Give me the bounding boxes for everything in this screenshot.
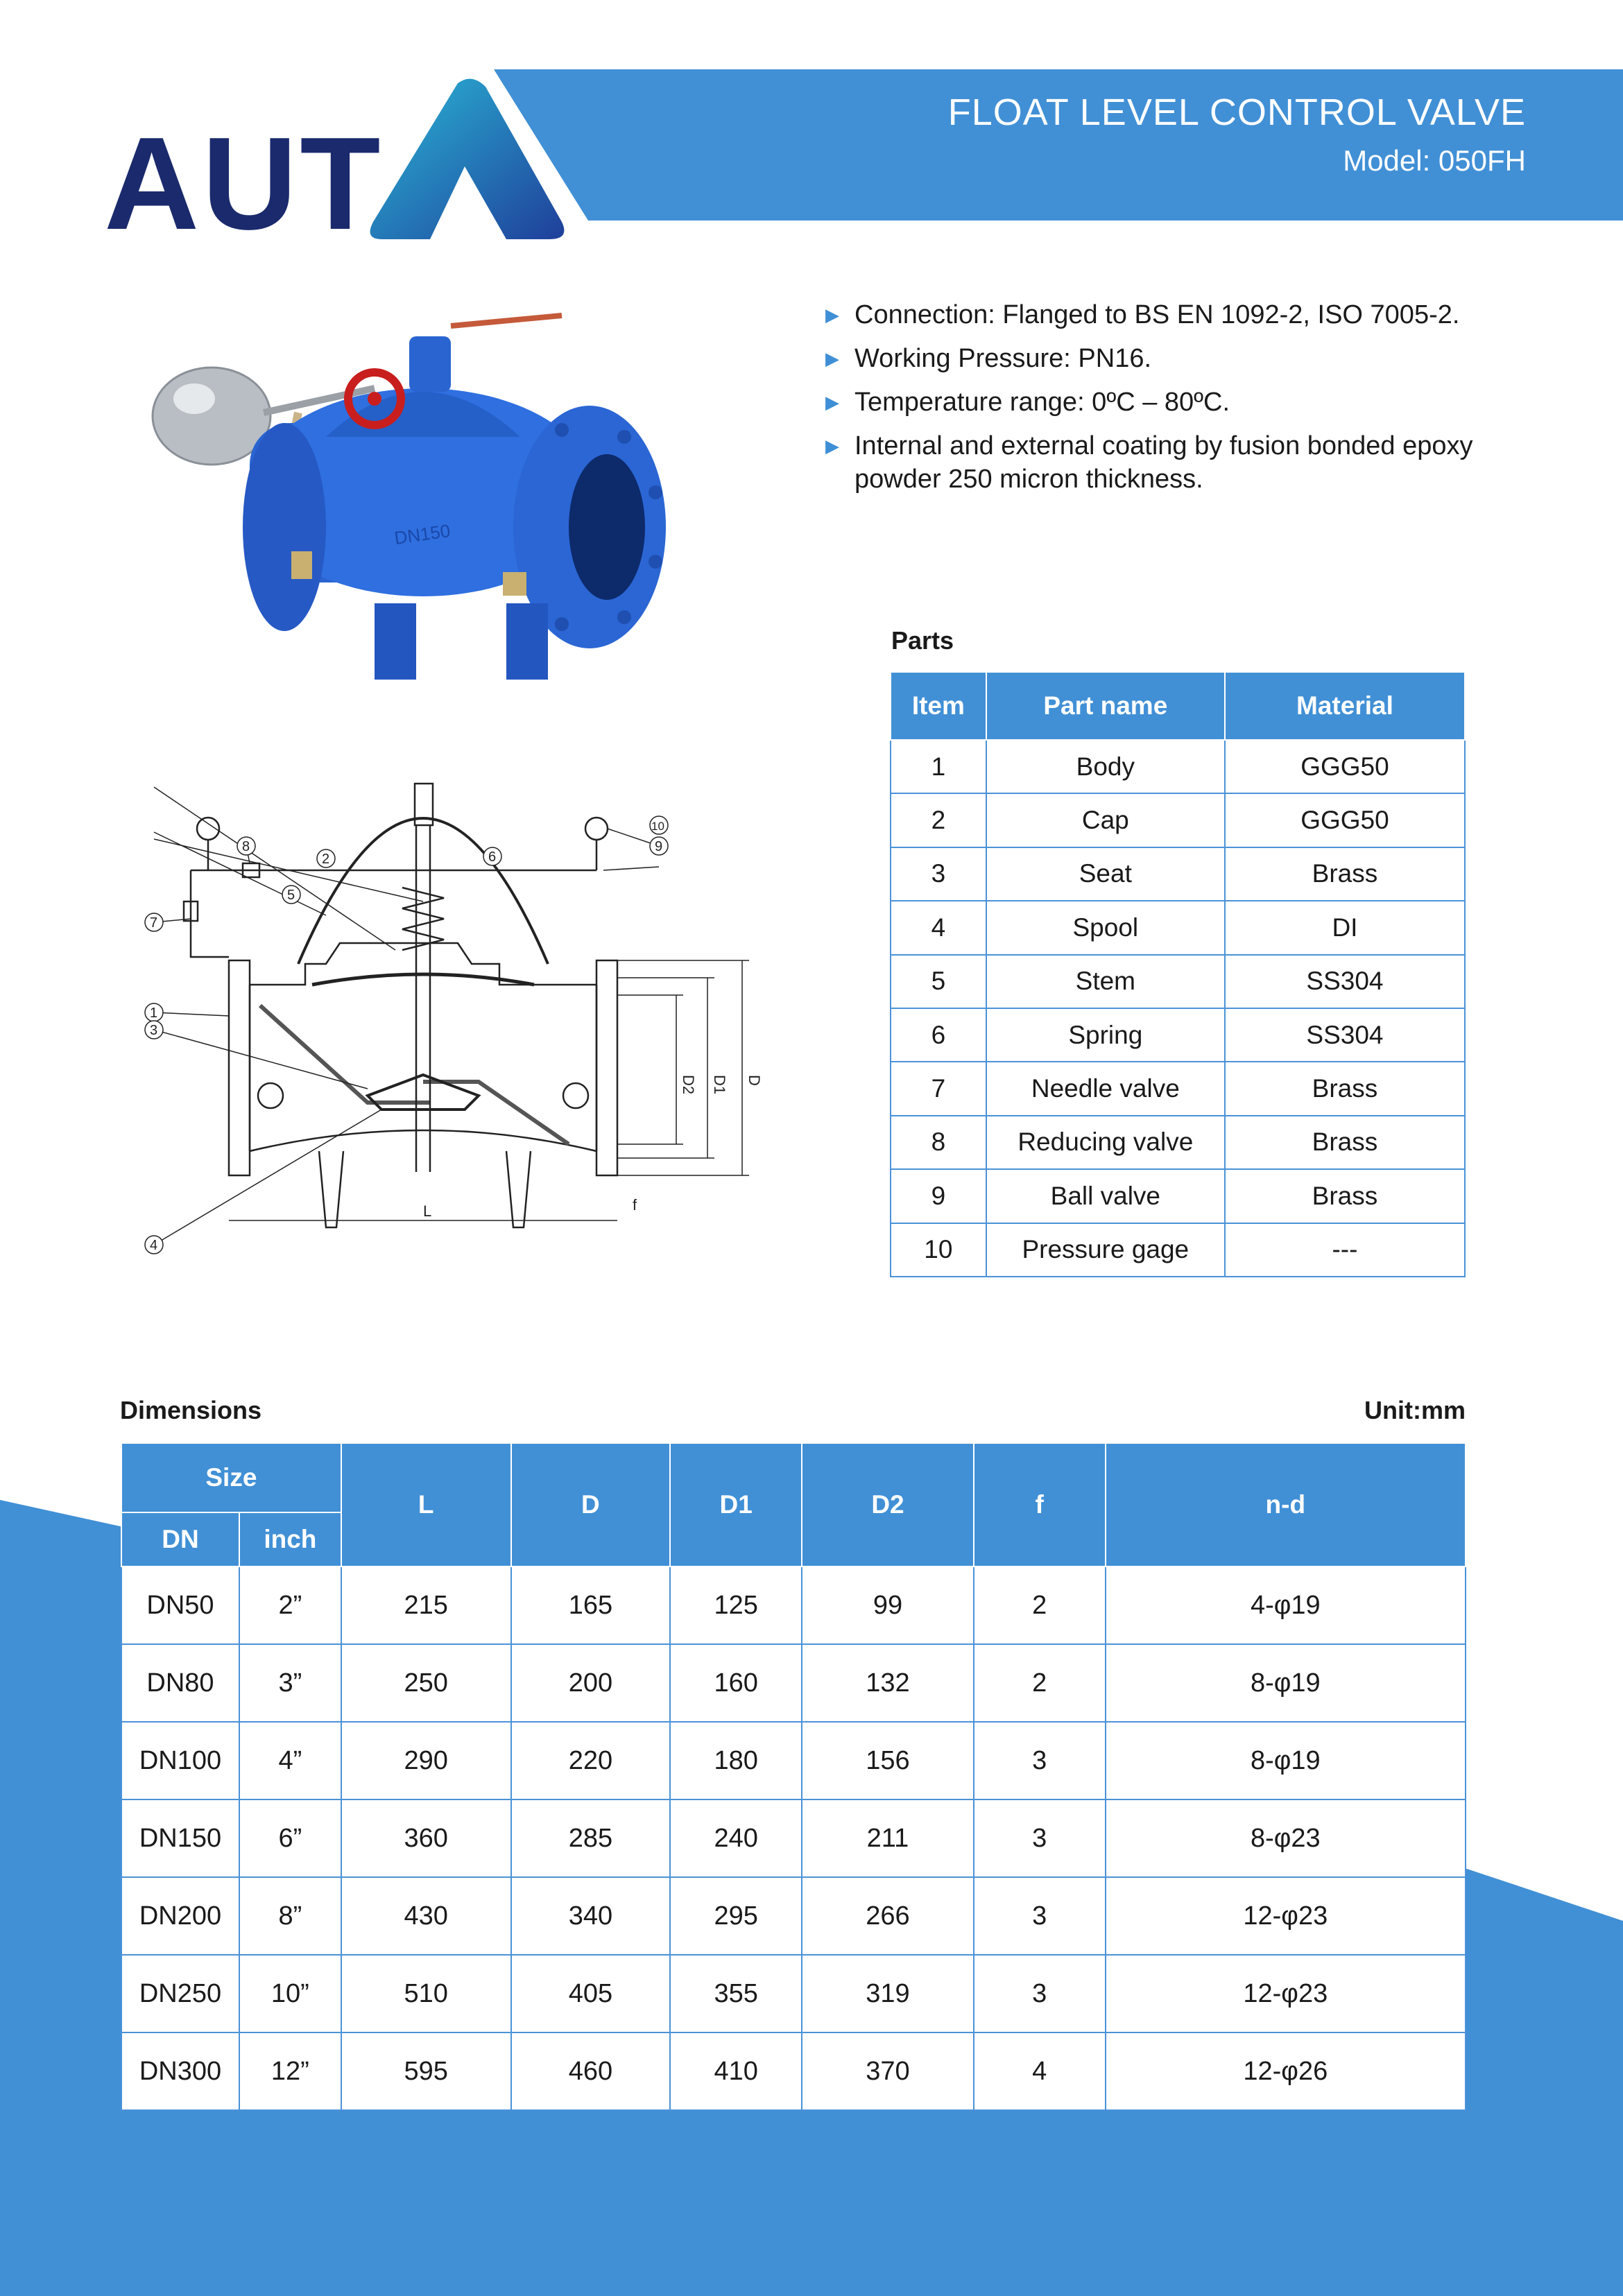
- table-row: [891, 1008, 1465, 1062]
- table-row: [121, 1722, 1466, 1799]
- dimension-cell: 200: [511, 1644, 671, 1722]
- dimension-cell: 285: [511, 1799, 671, 1877]
- dimension-cell: 2: [974, 1644, 1106, 1722]
- dimension-cell: 595: [341, 2032, 511, 2110]
- parts-cell: Brass: [1225, 847, 1465, 901]
- dimension-cell: 4: [974, 2032, 1106, 2110]
- header: [948, 90, 1526, 178]
- dimension-cell: 215: [341, 1566, 511, 1644]
- dimension-cell: 180: [670, 1722, 802, 1799]
- dims-header-d: D: [511, 1443, 671, 1566]
- dimension-cell: DN50: [121, 1566, 239, 1644]
- feature-item: ▶ Connection: Flanged to BS EN 1092-2, ISO 7005-2.: [825, 298, 1519, 331]
- table-row: [891, 1169, 1465, 1223]
- parts-cell: 10: [891, 1223, 986, 1277]
- dimension-cell: 340: [511, 1877, 671, 1955]
- dimension-cell: 12”: [239, 2032, 341, 2110]
- dim-label-d2: D2: [680, 1075, 697, 1095]
- parts-table: [890, 671, 1466, 1277]
- parts-cell: Spool: [986, 901, 1225, 954]
- dimension-cell: 156: [802, 1722, 974, 1799]
- dimension-cell: 220: [511, 1722, 671, 1799]
- dimension-cell: 360: [341, 1799, 511, 1877]
- bullet-arrow-icon: ▶: [825, 304, 839, 325]
- callout-1: 1: [150, 1005, 158, 1021]
- dimension-cell: 2: [974, 1566, 1106, 1644]
- dim-label-l: L: [423, 1202, 432, 1220]
- parts-cell: GGG50: [1225, 793, 1465, 847]
- dimension-cell: DN100: [121, 1722, 239, 1799]
- dimension-cell: 8”: [239, 1877, 341, 1955]
- parts-header-row: [891, 672, 1465, 740]
- dimension-cell: 410: [670, 2032, 802, 2110]
- dims-header-size: Size: [121, 1443, 341, 1512]
- table-row: [121, 1955, 1466, 2032]
- callout-8: 8: [242, 839, 250, 854]
- dimension-cell: DN80: [121, 1644, 239, 1722]
- dim-label-f: f: [633, 1196, 637, 1214]
- dimensions-header-row: [121, 1443, 1466, 1512]
- parts-header-material: Material: [1225, 672, 1465, 740]
- dimension-cell: 12-φ26: [1106, 2032, 1466, 2110]
- dimension-cell: 3: [974, 1799, 1106, 1877]
- table-row: [891, 1062, 1465, 1115]
- parts-cell: 5: [891, 955, 986, 1008]
- dimension-cell: 250: [341, 1644, 511, 1722]
- dims-header-inch: inch: [239, 1512, 341, 1566]
- dim-label-d1: D1: [711, 1075, 728, 1095]
- table-row: [891, 793, 1465, 847]
- dimension-cell: 160: [670, 1644, 802, 1722]
- callout-10: 10: [651, 820, 664, 833]
- feature-list: [825, 298, 1519, 506]
- parts-cell: ---: [1225, 1223, 1465, 1277]
- parts-cell: 7: [891, 1062, 986, 1115]
- callout-2: 2: [322, 852, 330, 867]
- parts-cell: Body: [986, 740, 1225, 793]
- dimension-cell: 2”: [239, 1566, 341, 1644]
- table-row: [121, 1799, 1466, 1877]
- parts-cell: Pressure gage: [986, 1223, 1225, 1277]
- dimension-cell: 3”: [239, 1644, 341, 1722]
- callout-3: 3: [150, 1023, 158, 1038]
- parts-cell: Cap: [986, 793, 1225, 847]
- dims-header-l: L: [341, 1443, 511, 1566]
- parts-cell: Ball valve: [986, 1169, 1225, 1223]
- dimension-cell: 4”: [239, 1722, 341, 1799]
- table-row: [891, 740, 1465, 793]
- bullet-arrow-icon: ▶: [825, 435, 839, 456]
- dimension-cell: 99: [802, 1566, 974, 1644]
- dimension-cell: DN250: [121, 1955, 239, 2032]
- table-row: [891, 1116, 1465, 1169]
- dimension-cell: 355: [670, 1955, 802, 2032]
- logo-wordmark: AUT: [104, 110, 384, 257]
- dims-header-nd: n-d: [1106, 1443, 1466, 1566]
- bullet-arrow-icon: ▶: [825, 392, 839, 413]
- dimension-cell: 4-φ19: [1106, 1566, 1466, 1644]
- dimensions-table: [121, 1442, 1466, 2111]
- table-row: [121, 1877, 1466, 1955]
- table-row: [891, 847, 1465, 901]
- dimension-cell: 319: [802, 1955, 974, 2032]
- dimension-cell: 12-φ23: [1106, 1877, 1466, 1955]
- dims-header-dn: DN: [121, 1512, 239, 1566]
- callout-9: 9: [655, 839, 663, 854]
- callout-4: 4: [150, 1238, 158, 1253]
- parts-title: Parts: [891, 626, 954, 655]
- product-photo: [146, 298, 701, 728]
- parts-cell: DI: [1225, 901, 1465, 954]
- dimension-cell: 3: [974, 1722, 1106, 1799]
- dimension-cell: DN200: [121, 1877, 239, 1955]
- dimension-cell: 10”: [239, 1955, 341, 2032]
- dimension-cell: 405: [511, 1955, 671, 2032]
- dimension-cell: 3: [974, 1877, 1106, 1955]
- dimension-cell: DN150: [121, 1799, 239, 1877]
- parts-cell: 8: [891, 1116, 986, 1169]
- dimension-cell: 165: [511, 1566, 671, 1644]
- table-row: [121, 1566, 1466, 1644]
- parts-cell: Reducing valve: [986, 1116, 1225, 1169]
- dimension-cell: 510: [341, 1955, 511, 2032]
- dimension-cell: 240: [670, 1799, 802, 1877]
- parts-cell: Brass: [1225, 1116, 1465, 1169]
- dimension-cell: 8-φ23: [1106, 1799, 1466, 1877]
- dimension-cell: 12-φ23: [1106, 1955, 1466, 2032]
- brand-logo: [104, 76, 555, 257]
- dimension-cell: 8-φ19: [1106, 1644, 1466, 1722]
- parts-header-name: Part name: [986, 672, 1225, 740]
- parts-header-item: Item: [891, 672, 986, 740]
- callout-6: 6: [488, 849, 497, 865]
- dimension-cell: 211: [802, 1799, 974, 1877]
- feature-item: ▶ Internal and external coating by fusion bonded epoxy powder 250 micron thickness.: [825, 429, 1519, 496]
- dimensions-unit: Unit:mm: [1364, 1396, 1466, 1424]
- dimension-cell: 430: [341, 1877, 511, 1955]
- parts-cell: Seat: [986, 847, 1225, 901]
- parts-cell: Brass: [1225, 1169, 1465, 1223]
- dims-header-d2: D2: [802, 1443, 974, 1566]
- parts-cell: GGG50: [1225, 740, 1465, 793]
- feature-item: ▶ Working Pressure: PN16.: [825, 342, 1519, 375]
- table-row: [891, 955, 1465, 1008]
- parts-cell: Brass: [1225, 1062, 1465, 1115]
- table-row: [121, 1644, 1466, 1722]
- dimension-cell: 290: [341, 1722, 511, 1799]
- dimension-cell: 8-φ19: [1106, 1722, 1466, 1799]
- parts-cell: 3: [891, 847, 986, 901]
- dimension-cell: 132: [802, 1644, 974, 1722]
- bullet-arrow-icon: ▶: [825, 348, 839, 369]
- dims-header-f: f: [974, 1443, 1106, 1566]
- cross-section-drawing: [139, 777, 777, 1318]
- parts-cell: Needle valve: [986, 1062, 1225, 1115]
- callout-5: 5: [287, 888, 295, 903]
- parts-cell: 4: [891, 901, 986, 954]
- logo-triangle-icon: [354, 76, 652, 243]
- table-row: [121, 2032, 1466, 2110]
- parts-cell: SS304: [1225, 1008, 1465, 1062]
- callout-7: 7: [150, 915, 158, 931]
- dimension-cell: DN300: [121, 2032, 239, 2110]
- dimensions-title: Dimensions: [120, 1396, 262, 1424]
- model-number: Model: 050FH: [1343, 144, 1526, 177]
- dimension-cell: 6”: [239, 1799, 341, 1877]
- dims-header-d1: D1: [670, 1443, 802, 1566]
- parts-cell: Spring: [986, 1008, 1225, 1062]
- page-title: FLOAT LEVEL CONTROL VALVE: [947, 92, 1526, 133]
- dimension-cell: 125: [670, 1566, 802, 1644]
- parts-cell: 9: [891, 1169, 986, 1223]
- parts-cell: 6: [891, 1008, 986, 1062]
- dim-label-d: D: [746, 1075, 763, 1086]
- dimension-cell: 460: [511, 2032, 671, 2110]
- feature-item: ▶ Temperature range: 0ºC – 80ºC.: [825, 386, 1519, 419]
- parts-cell: 2: [891, 793, 986, 847]
- parts-cell: Stem: [986, 955, 1225, 1008]
- dimension-cell: 3: [974, 1955, 1106, 2032]
- body-cast-text: DN150: [393, 519, 452, 549]
- table-row: [891, 901, 1465, 954]
- dimension-cell: 370: [802, 2032, 974, 2110]
- dimension-cell: 295: [670, 1877, 802, 1955]
- table-row: [891, 1223, 1465, 1277]
- dimension-cell: 266: [802, 1877, 974, 1955]
- parts-cell: 1: [891, 740, 986, 793]
- parts-cell: SS304: [1225, 955, 1465, 1008]
